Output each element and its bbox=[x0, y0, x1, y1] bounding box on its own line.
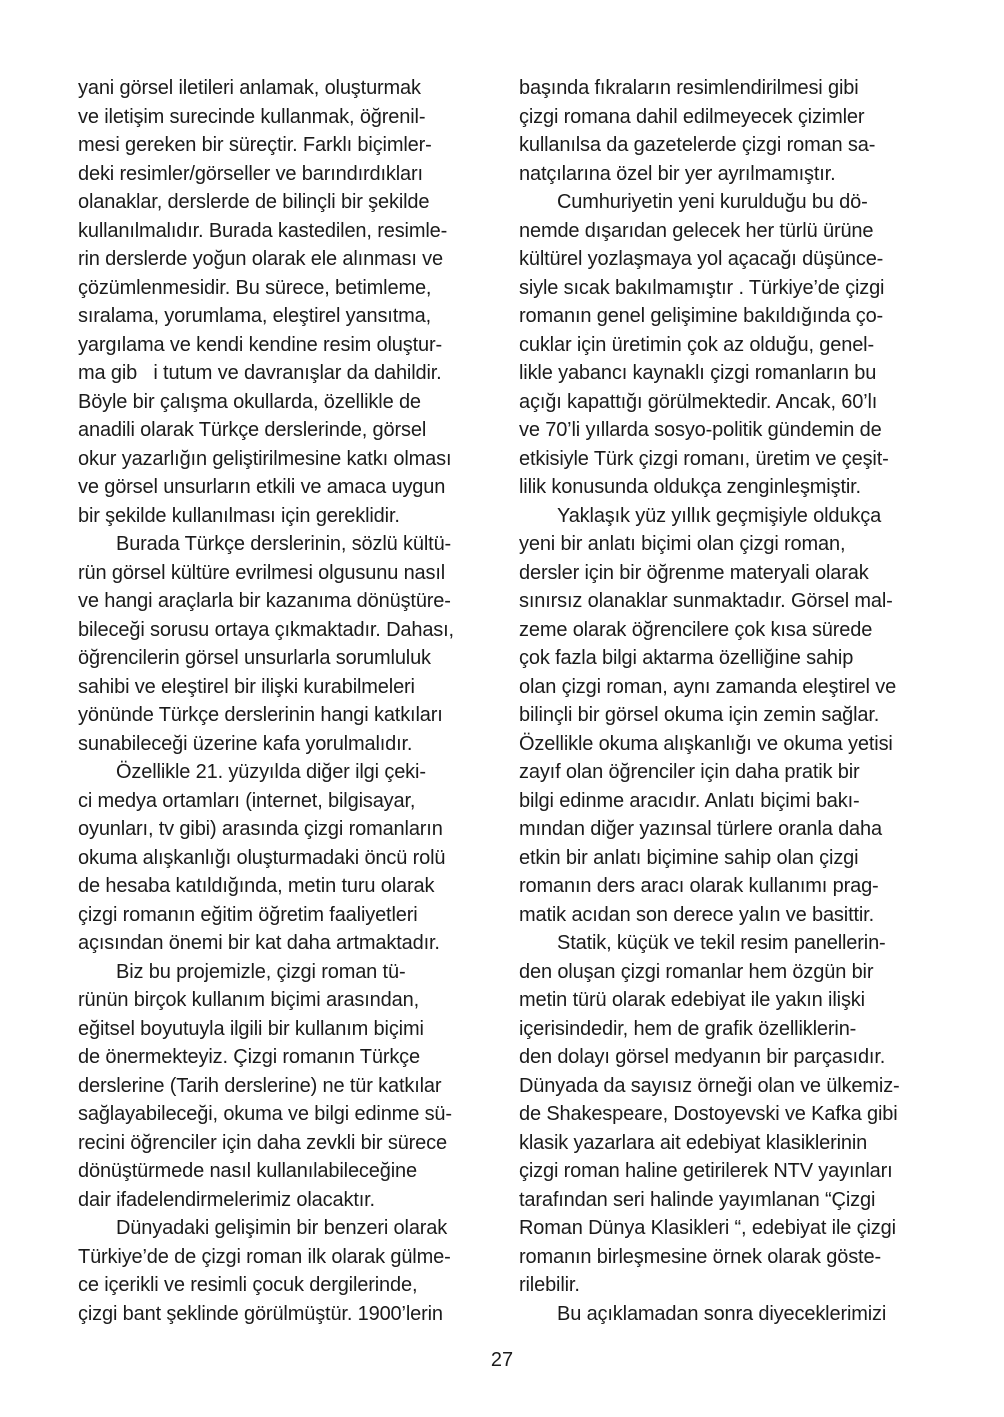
text-line: romanın genel gelişimine bakıldığında ço- bbox=[519, 305, 884, 327]
text-line: Cumhuriyetin yeni kurulduğu bu dö- bbox=[557, 191, 868, 213]
text-line: Biz bu projemizle, çizgi roman tü- bbox=[116, 960, 406, 983]
text-line: Böyle bir çalışma okullarda, özellikle de bbox=[78, 390, 421, 413]
text-line: etkin bir anlatı biçimine sahip olan çizgi bbox=[519, 846, 859, 869]
text-column-left bbox=[78, 74, 500, 1328]
text-line: çok fazla bilgi aktarma özelliğine sahip bbox=[519, 647, 854, 669]
text-line: içerisindedir, hem de grafik özelliklerin- bbox=[519, 1017, 857, 1040]
text-line: bilgi edinme aracıdır. Anlatı biçimi bakı- bbox=[519, 789, 860, 812]
paragraph bbox=[78, 958, 500, 1215]
paragraph bbox=[519, 502, 941, 930]
text-line: Özellikle okuma alışkanlığı ve okuma yetisi bbox=[519, 732, 893, 755]
text-line: açısından önemi bir kat daha artmaktadır. bbox=[78, 932, 440, 954]
text-line: başında fıkraların resimlendirilmesi gibi bbox=[519, 77, 859, 99]
text-line: kültürel yozlaşmaya yol açacağı düşünce- bbox=[519, 248, 884, 270]
text-column-right bbox=[519, 74, 941, 1328]
text-line: bilinçli bir görsel okuma için zemin sağlar. bbox=[519, 704, 880, 726]
text-line: de hesaba katıldığında, metin turu olarak bbox=[78, 875, 435, 897]
text-line: sahibi ve eleştirel bir ilişki kurabilmeleri bbox=[78, 675, 415, 698]
paragraph bbox=[519, 1300, 941, 1329]
paragraph bbox=[78, 530, 500, 758]
text-line: metin türü olarak edebiyat ile yakın ilişki bbox=[519, 989, 865, 1011]
text-line: çizgi romanın eğitim öğretim faaliyetleri bbox=[78, 903, 418, 926]
text-line: den oluşan çizgi romanlar hem özgün bir bbox=[519, 960, 874, 983]
text-line: Roman Dünya Klasikleri “, edebiyat ile çizgi bbox=[519, 1217, 896, 1239]
text-line: lilik konusunda oldukça zenginleşmiştir. bbox=[519, 476, 861, 498]
paragraph bbox=[78, 758, 500, 958]
paragraph bbox=[519, 74, 941, 188]
text-line: mesi gereken bir süreçtir. Farklı biçimler- bbox=[78, 134, 432, 156]
text-line: çözümlenmesidir. Bu sürece, betimleme, bbox=[78, 276, 432, 299]
text-line: Dünyada da sayısız örneği olan ve ülkemiz- bbox=[519, 1074, 900, 1097]
text-line: çizgi romana dahil edilmeyecek çizimler bbox=[519, 105, 865, 128]
text-line: Bu açıklamadan sonra diyeceklerimizi bbox=[557, 1302, 887, 1325]
text-line: Özellikle 21. yüzyılda diğer ilgi çeki- bbox=[116, 761, 426, 783]
text-line: Türkiye’de de çizgi roman ilk olarak gülme- bbox=[78, 1245, 451, 1268]
text-line: klasik yazarlara ait edebiyat klasiklerinin bbox=[519, 1131, 868, 1154]
text-line: romanın birleşmesine örnek olarak göste- bbox=[519, 1245, 881, 1268]
paragraph bbox=[78, 74, 500, 530]
text-line: öğrencilerin görsel unsurlarla sorumluluk bbox=[78, 647, 431, 669]
text-line: rilebilir. bbox=[519, 1274, 580, 1296]
text-line: açığı kapattığı görülmektedir. Ancak, 60’lı bbox=[519, 390, 878, 413]
text-line: ve hangi araçlarla bir kazanıma dönüştüre- bbox=[78, 590, 451, 612]
text-line: romanın ders aracı olarak kullanımı prag- bbox=[519, 875, 879, 897]
text-line: bileceği sorusu ortaya çıkmaktadır. Dahası, bbox=[78, 618, 454, 641]
text-line: ve 70’li yıllarda sosyo-politik gündemin de bbox=[519, 419, 882, 441]
text-line: Dünyadaki gelişimin bir benzeri olarak bbox=[116, 1217, 448, 1239]
text-line: yani görsel iletileri anlamak, oluşturmak bbox=[78, 77, 421, 99]
text-line: sıralama, yorumlama, eleştirel yansıtma, bbox=[78, 305, 432, 327]
text-line: olanaklar, derslerde de bilinçli bir şekilde bbox=[78, 191, 430, 213]
text-line: rin derslerde yoğun olarak ele alınması ve bbox=[78, 248, 444, 270]
text-line: likle yabancı kaynaklı çizgi romanların bu bbox=[519, 362, 877, 384]
text-line: rün görsel kültüre evrilmesi olgusunu nasıl bbox=[78, 561, 446, 584]
text-line: mından diğer yazınsal türlere oranla daha bbox=[519, 818, 882, 840]
text-line: cuklar için üretimin çok az olduğu, genel- bbox=[519, 333, 874, 356]
text-line: yeni bir anlatı biçimi olan çizgi roman, bbox=[519, 533, 846, 555]
text-line: yönünde Türkçe derslerinin hangi katkıları bbox=[78, 704, 443, 726]
text-line: nemde dışarıdan gelecek her türlü ürüne bbox=[519, 219, 874, 242]
text-line: okur yazarlığın geliştirilmesine katkı olması bbox=[78, 447, 452, 470]
text-line: oyunları, tv gibi) arasında çizgi romanların bbox=[78, 818, 443, 840]
text-line: dersler için bir öğrenme materyali olarak bbox=[519, 561, 869, 584]
text-line: anadili olarak Türkçe derslerinde, görsel bbox=[78, 419, 427, 441]
text-line: kullanılmalıdır. Burada kastedilen, resimle- bbox=[78, 219, 448, 242]
text-line: de Shakespeare, Dostoyevski ve Kafka gibi bbox=[519, 1103, 898, 1125]
text-line: natçılarına özel bir yer ayrılmamıştır. bbox=[519, 162, 836, 185]
text-line: dair ifadelendirmelerimiz olacaktır. bbox=[78, 1188, 375, 1211]
text-line: ci medya ortamları (internet, bilgisayar, bbox=[78, 789, 416, 812]
text-line: sınırsız olanaklar sunmaktadır. Görsel mal- bbox=[519, 590, 893, 612]
paragraph bbox=[519, 929, 941, 1300]
text-line: deki resimler/görseller ve barındırdıkları bbox=[78, 162, 423, 185]
text-line: kullanılsa da gazetelerde çizgi roman sa- bbox=[519, 134, 876, 156]
text-line: de önermekteyiz. Çizgi romanın Türkçe bbox=[78, 1046, 420, 1068]
text-line: Yaklaşık yüz yıllık geçmişiyle oldukça bbox=[557, 504, 882, 527]
text-line: ma gib i tutum ve davranışlar da dahildir. bbox=[78, 362, 442, 384]
text-line: bir şekilde kullanılması için gereklidir. bbox=[78, 504, 400, 527]
paragraph bbox=[519, 188, 941, 502]
text-line: okuma alışkanlığı oluşturmadaki öncü rolü bbox=[78, 846, 446, 869]
text-line: recini öğrenciler için daha zevkli bir sürece bbox=[78, 1131, 447, 1154]
page-number: 27 bbox=[490, 1349, 514, 1371]
paragraph bbox=[78, 1214, 500, 1328]
text-line: ce içerikli ve resimli çocuk dergilerinde, bbox=[78, 1274, 418, 1296]
text-line: çizgi roman haline getirilerek NTV yayınları bbox=[519, 1160, 893, 1182]
text-line: siyle sıcak bakılmamıştır . Türkiye’de çizgi bbox=[519, 276, 885, 299]
text-line: derslerine (Tarih derslerine) ne tür katkılar bbox=[78, 1074, 442, 1097]
text-line: yargılama ve kendi kendine resim oluştur- bbox=[78, 333, 443, 356]
text-line: Statik, küçük ve tekil resim panellerin- bbox=[557, 932, 886, 954]
text-line: sunabileceği üzerine kafa yorulmalıdır. bbox=[78, 732, 413, 755]
text-line: ve görsel unsurların etkili ve amaca uygun bbox=[78, 476, 446, 498]
text-line: Burada Türkçe derslerinin, sözlü kültü- bbox=[116, 533, 452, 555]
text-line: matik acıdan son derece yalın ve basittir. bbox=[519, 903, 874, 926]
text-line: eğitsel boyutuyla ilgili bir kullanım biçimi bbox=[78, 1017, 424, 1040]
text-line: etkisiyle Türk çizgi romanı, üretim ve çeşit- bbox=[519, 447, 889, 470]
text-line: rünün birçok kullanım biçimi arasından, bbox=[78, 989, 419, 1011]
text-line: zayıf olan öğrenciler için daha pratik bir bbox=[519, 761, 860, 783]
text-line: dönüştürmede nasıl kullanılabileceğine bbox=[78, 1160, 417, 1182]
text-line: tarafından seri halinde yayımlanan “Çizgi bbox=[519, 1188, 876, 1211]
text-line: ve iletişim surecinde kullanmak, öğrenil- bbox=[78, 105, 426, 128]
text-line: zeme olarak öğrencilere çok kısa sürede bbox=[519, 618, 873, 641]
text-line: sağlayabileceği, okuma ve bilgi edinme sü- bbox=[78, 1103, 452, 1125]
text-line: olan çizgi roman, aynı zamanda eleştirel ve bbox=[519, 675, 897, 698]
text-line: den dolayı görsel medyanın bir parçasıdır. bbox=[519, 1046, 886, 1068]
text-line: çizgi bant şeklinde görülmüştür. 1900’lerin bbox=[78, 1302, 443, 1325]
